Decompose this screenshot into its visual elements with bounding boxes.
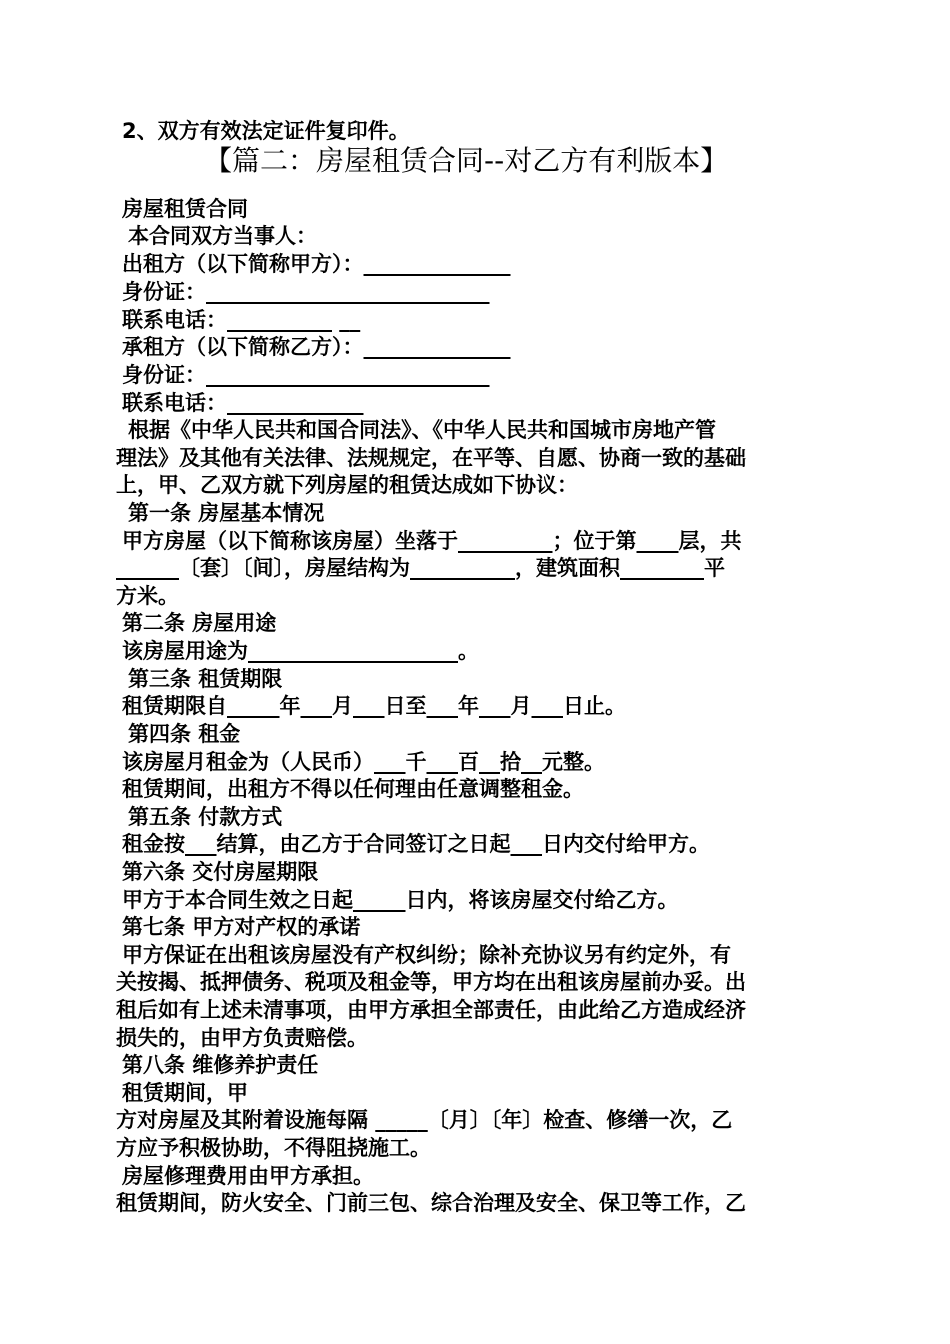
article-3-line-1: 租赁期限自_____年___月___日至___年___月___日止。 (122, 694, 626, 718)
article-8-line-2: 方对房屋及其附着设施每隔 _____〔月〕〔年〕检查、修缮一次，乙 (116, 1108, 733, 1132)
article-8-heading: 第八条 维修养护责任 (122, 1053, 319, 1077)
article-8-line-1: 租赁期间，甲 (122, 1081, 248, 1105)
article-8-line-5: 租赁期间，防火安全、门前三包、综合治理及安全、保卫等工作，乙 (116, 1191, 746, 1215)
article-4-line-2: 租赁期间，出租方不得以任何理由任意调整租金。 (122, 777, 584, 801)
article-4-line-1: 该房屋月租金为（人民币）___千___百__拾__元整。 (122, 750, 605, 774)
lessee-field: 承租方（以下简称乙方）：______________ (122, 335, 511, 359)
lessor-field: 出租方（以下简称甲方）：______________ (122, 252, 511, 276)
section-title: 【篇二：房屋租赁合同--对乙方有利版本】 (204, 144, 729, 177)
article-5-heading: 第五条 付款方式 (128, 805, 283, 829)
article-5-line-1: 租金按___结算，由乙方于合同签订之日起___日内交付给甲方。 (122, 832, 710, 856)
article-2-heading: 第二条 房屋用途 (122, 611, 277, 635)
article-3-heading: 第三条 租赁期限 (128, 667, 283, 691)
lessee-id-field: 身份证：___________________________ (122, 363, 490, 387)
preamble-line-2: 理法》及其他有关法律、法规规定，在平等、自愿、协商一致的基础 (116, 446, 746, 470)
article-2-line-1: 该房屋用途为____________________。 (122, 639, 479, 663)
article-1-line-3: 方米。 (116, 584, 179, 608)
article-1-heading: 第一条 房屋基本情况 (128, 501, 325, 525)
article-7-heading: 第七条 甲方对产权的承诺 (122, 915, 361, 939)
attachment-item-2: 2、双方有效法定证件复印件。 (122, 119, 410, 143)
article-1-line-2: ______〔套〕〔间〕，房屋结构为__________，建筑面积________平 (116, 556, 725, 580)
contract-title: 房屋租赁合同 (122, 197, 248, 221)
lessor-id-field: 身份证：___________________________ (122, 280, 490, 304)
article-6-heading: 第六条 交付房屋期限 (122, 860, 319, 884)
article-7-line-1: 甲方保证在出租该房屋没有产权纠纷；除补充协议另有约定外，有 (122, 943, 731, 967)
article-1-line-1: 甲方房屋（以下简称该房屋）坐落于_________；位于第____层，共 (122, 529, 742, 553)
article-8-line-4: 房屋修理费用由甲方承担。 (122, 1164, 374, 1188)
article-6-line-1: 甲方于本合同生效之日起_____日内，将该房屋交付给乙方。 (122, 888, 679, 912)
lessee-phone-field: 联系电话：_____________ (122, 391, 364, 415)
preamble-line-3: 上，甲、乙双方就下列房屋的租赁达成如下协议： (116, 473, 578, 497)
lessor-phone-field: 联系电话：__________ __ (122, 308, 361, 332)
article-7-line-4: 损失的，由甲方负责赔偿。 (116, 1026, 368, 1050)
article-7-line-2: 关按揭、抵押债务、税项及租金等，甲方均在出租该房屋前办妥。出 (116, 970, 746, 994)
article-7-line-3: 租后如有上述未清事项，由甲方承担全部责任，由此给乙方造成经济 (116, 998, 746, 1022)
preamble-line-1: 根据《中华人民共和国合同法》、《中华人民共和国城市房地产管 (128, 418, 716, 442)
parties-heading: 本合同双方当事人： (128, 224, 317, 248)
article-4-heading: 第四条 租金 (128, 722, 241, 746)
article-8-line-3: 方应予积极协助，不得阻挠施工。 (116, 1136, 431, 1160)
